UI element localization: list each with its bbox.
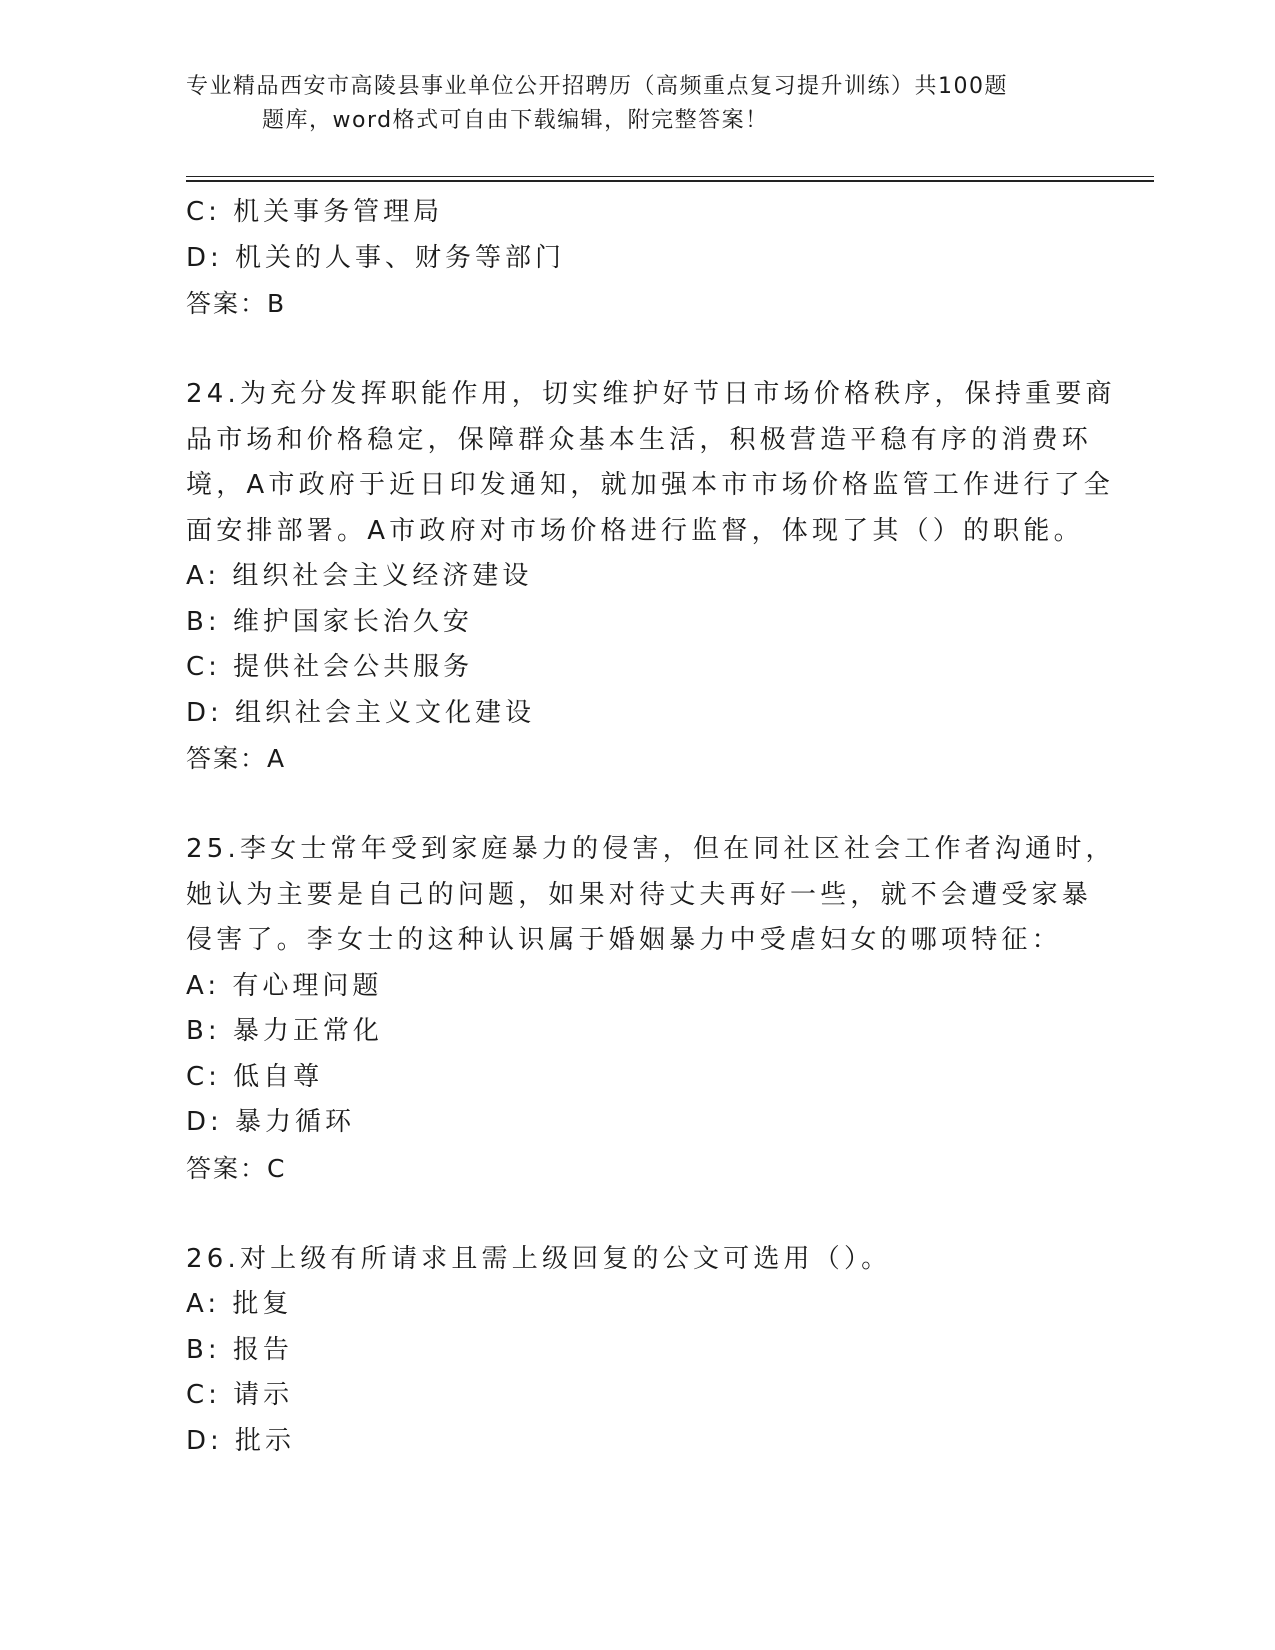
- option-c: C: 低自尊: [186, 1061, 324, 1092]
- answer-line: 答案：C: [186, 1153, 287, 1183]
- option-b: B: 暴力正常化: [186, 1016, 383, 1046]
- document-body: [186, 190, 1116, 1464]
- option-c: C: 提供社会公共服务: [186, 652, 474, 682]
- document-header: [186, 70, 1066, 138]
- option-d: D: 组织社会主义文化建设: [186, 697, 536, 728]
- option-d: D: 暴力循环: [186, 1107, 356, 1137]
- question-stem: [186, 827, 1116, 964]
- question-24: [186, 372, 1116, 782]
- option-d: D: 批示: [186, 1425, 296, 1456]
- stem-line: 25.李女士常年受到家庭暴力的侵害，但在同社区社会工作者沟通时，: [186, 834, 1116, 864]
- option-c: C: 机关事务管理局: [186, 197, 444, 227]
- previous-question-tail: [186, 190, 1086, 327]
- stem-line: 侵害了。李女士的这种认识属于婚姻暴力中受虐妇女的哪项特征：: [186, 925, 1062, 955]
- header-divider-thick: [186, 180, 1154, 182]
- answer-line: 答案：B: [186, 289, 287, 318]
- stem-line: 面安排部署。A市政府对市场价格进行监督，体现了其（）的职能。: [186, 515, 1084, 546]
- option-b: B: 报告: [186, 1334, 293, 1365]
- question-stem: [186, 372, 1116, 554]
- spacer: [186, 327, 1086, 373]
- spacer: [186, 1191, 1086, 1237]
- stem-line: 她认为主要是自己的问题，如果对待丈夫再好一些，就不会遭受家暴: [186, 879, 1093, 910]
- stem-line: 24.为充分发挥职能作用，切实维护好节日市场价格秩序，保持重要商: [186, 379, 1116, 409]
- option-b: B: 维护国家长治久安: [186, 606, 473, 637]
- question-26: [186, 1237, 1086, 1465]
- stem-line: 品市场和价格稳定，保障群众基本生活，积极营造平稳有序的消费环: [186, 424, 1093, 455]
- option-a: A: 有心理问题: [186, 970, 383, 1001]
- question-stem: [186, 1237, 1086, 1283]
- header-title-line-2: 题库，word格式可自由下载编辑，附完整答案！: [262, 108, 769, 133]
- question-25: [186, 827, 1116, 1191]
- stem-line: 26.对上级有所请求且需上级回复的公文可选用（）。: [186, 1243, 892, 1274]
- option-c: C: 请示: [186, 1380, 294, 1410]
- option-d: D: 机关的人事、财务等部门: [186, 242, 566, 273]
- stem-line: 境，A市政府于近日印发通知，就加强本市市场价格监管工作进行了全: [186, 470, 1114, 500]
- header-title-line-1: 专业精品西安市高陵县事业单位公开招聘历（高频重点复习提升训练）共100题: [186, 74, 1008, 99]
- header-divider-thin: [186, 176, 1154, 177]
- answer-line: 答案：A: [186, 744, 287, 773]
- option-a: A: 组织社会主义经济建设: [186, 561, 533, 591]
- spacer: [186, 782, 1086, 828]
- option-a: A: 批复: [186, 1289, 293, 1319]
